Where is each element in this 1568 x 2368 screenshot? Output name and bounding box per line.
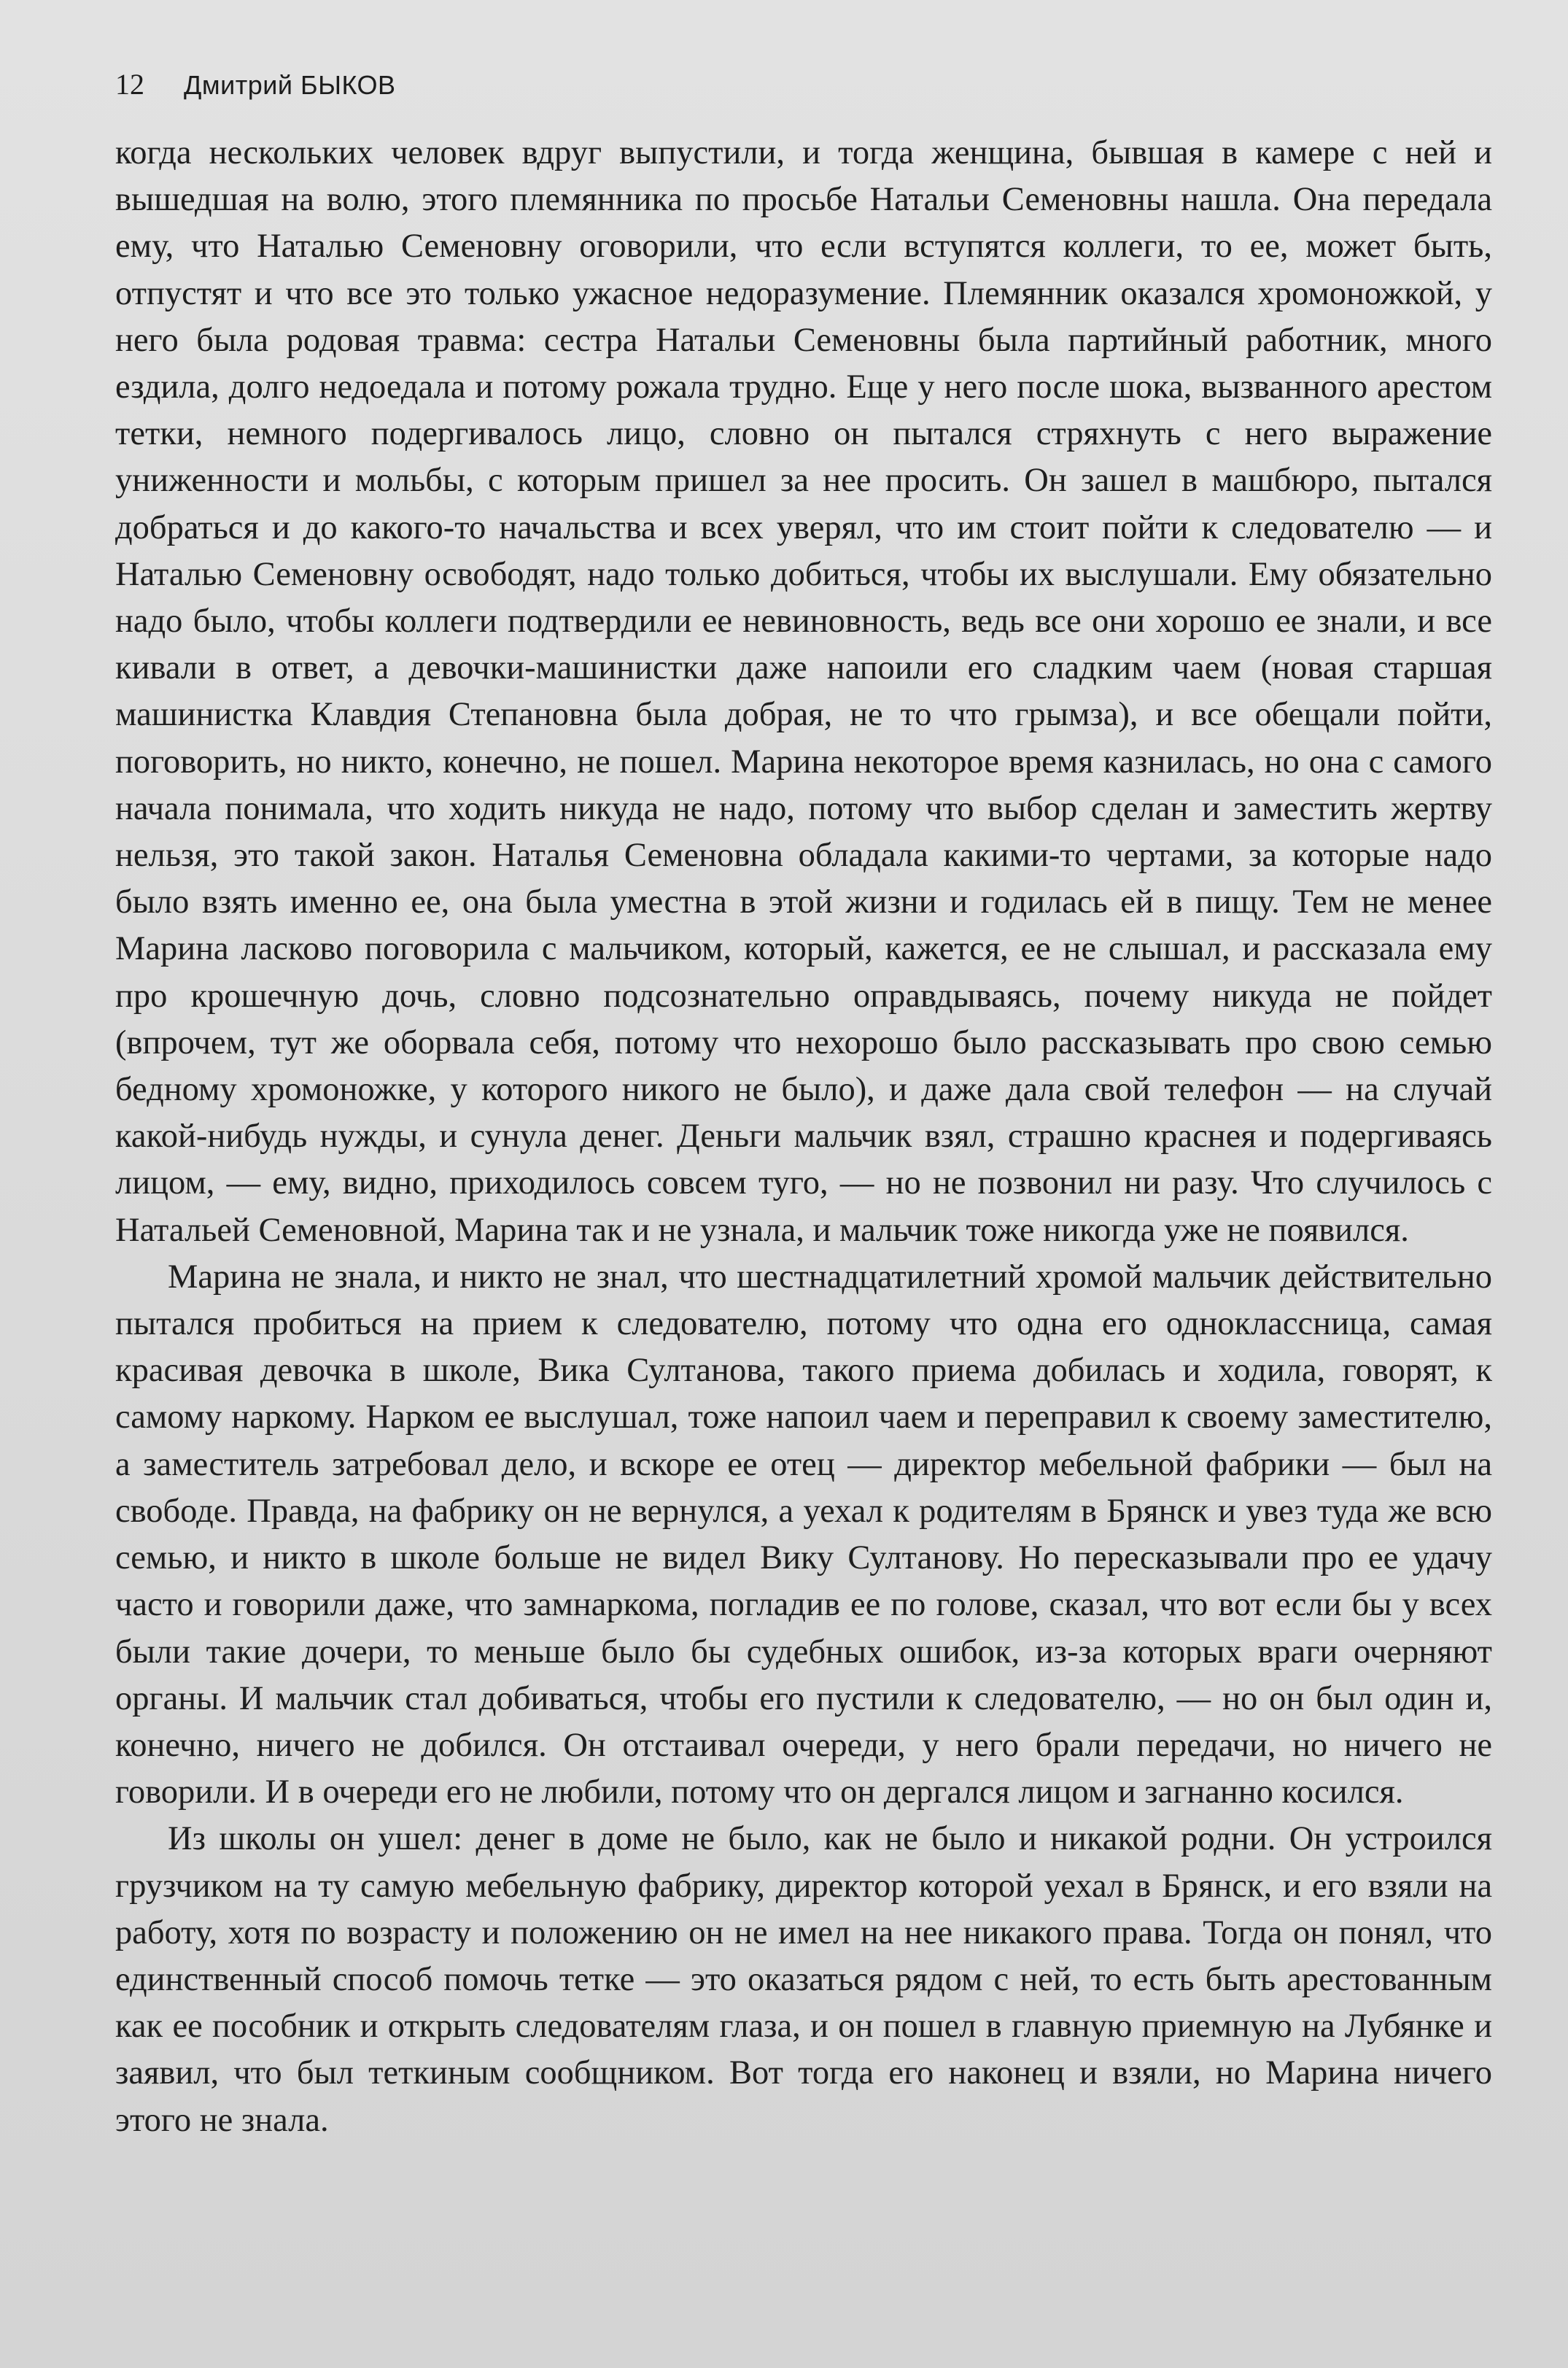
paragraph-2: Марина не знала, и никто не знал, что шестнадцатилетний хромой мальчик действительно пытался пробиться на прием к следователю, потому что одна его одноклассница, самая красивая девочка в школе, Вика Султанова, такого приема добилась и ходила, говорят, к самому наркому. Нарком ее выслушал, тоже напоил чаем и переправил к своему заместителю, а заместитель затребовал дело, и вскоре ее отец — директор мебельной фабрики — был на свободе. Правда, на фабрику он не вернулся, а уехал к родителям в Брянск и увез туда же всю семью, и никто в школе больше не видел Вику Султанову. Но пересказывали про ее удачу часто и говорили даже, что замнаркома, погладив ее по голове, сказал, что вот если бы у всех были такие дочери, то меньше было бы судебных ошибок, из-за которых враги очерняют органы. И мальчик стал добиваться, чтобы его пустили к следователю, — но он был один и, конечно, ничего не добился. Он отстаивал очереди, у него брали передачи, но ничего не говорили. И в очереди его не любили, потому что он дергался лицом и загнанно косился. <box>115 1258 1492 1811</box>
paragraph-1: когда нескольких человек вдруг выпустили, и тогда женщина, бывшая в камере с ней и вышедшая на волю, этого племянника по просьбе Натальи Семеновны нашла. Она передала ему, что Наталью Семеновну оговорили, что если вступятся коллеги, то ее, может быть, отпустят и что все это только ужасное недоразумение. Племянник оказался хромоножкой, у него была родовая травма: сестра Натальи Семеновны была партийный работник, много ездила, долго недоедала и потому рожала трудно. Еще у него после шока, вызванного арестом тетки, немного подергивалось лицо, словно он пытался стряхнуть с него выражение униженности и мольбы, с которым пришел за нее просить. Он зашел в машбюро, пытался добраться и до какого-то начальства и всех уверял, что им стоит пойти к следователю — и Наталью Семеновну освободят, надо только добиться, чтобы их выслушали. Ему обязательно надо было, чтобы коллеги подтвердили ее невиновность, ведь все они хорошо ее знали, и все кивали в ответ, а девочки-машинистки даже напоили его сладким чаем (новая старшая машинистка Клавдия Степановна была добрая, не то что грымза), и все обещали пойти, поговорить, но никто, конечно, не пошел. Марина некоторое время казнилась, но она с самого начала понимала, что ходить никуда не надо, потому что выбор сделан и заместить жертву нельзя, это такой закон. Наталья Семеновна обладала какими-то чертами, за которые надо было взять именно ее, она была уместна в этой жизни и годилась ей в пищу. Тем не менее Марина ласково поговорила с мальчиком, который, кажется, ее не слышал, и рассказала ему про крошечную дочь, словно подсознательно оправдываясь, почему никуда не пойдет (впрочем, тут же оборвала себя, потому что нехорошо было рассказывать про свою семью бедному хромоножке, у которого никого не было), и даже дала свой телефон — на случай какой-нибудь нужды, и сунула денег. Деньги мальчик взял, страшно краснея и подергиваясь лицом, — ему, видно, приходилось совсем туго, — но не позвонил ни разу. Что случилось с Натальей Семеновной, Марина так и не узнала, и мальчик тоже никогда уже не появился. <box>115 134 1492 1249</box>
running-header <box>115 63 396 107</box>
paragraph-3: Из школы он ушел: денег в доме не было, как не было и никакой родни. Он устроился грузчиком на ту самую мебельную фабрику, директор которой уехал в Брянск, и его взяли на работу, хотя по возрасту и положению он не имел на нее никакого права. Тогда он понял, что единственный способ помочь тетке — это оказаться рядом с ней, то есть быть арестованным как ее пособник и открыть следователям глаза, и он пошел в главную приемную на Лубянке и заявил, что был теткиным сообщником. Вот тогда его наконец и взяли, но Марина ничего этого не знала. <box>115 1820 1492 2139</box>
author-name: Дмитрий БЫКОВ <box>184 70 396 100</box>
page-number: 12 <box>115 68 144 101</box>
body-text <box>115 130 1492 2144</box>
